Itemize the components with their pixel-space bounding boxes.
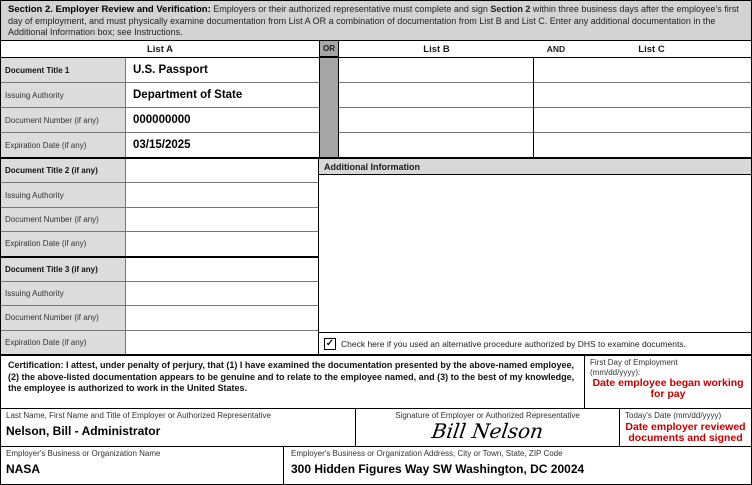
issuing-authority-3-field[interactable]: [126, 282, 318, 305]
documents-2-3-column: [1, 159, 319, 354]
first-day-label-format: (mm/dd/yyyy):: [590, 367, 641, 377]
table-row: [1, 282, 318, 306]
list-a-header: List A: [146, 43, 174, 55]
table-row: [1, 258, 318, 282]
or-divider-strip: [319, 58, 339, 157]
additional-information-section: [319, 159, 751, 354]
expiration-date-1-field[interactable]: 03/15/2025: [126, 133, 319, 157]
employer-name-label: Last Name, First Name and Title of Employer or Authorized Representative: [6, 411, 272, 420]
list-c-header: List C: [638, 43, 665, 55]
issuing-authority-3-label: Issuing Authority: [1, 282, 126, 305]
business-name-cell: [1, 447, 284, 484]
table-row: [1, 108, 319, 133]
list-c-expiration-date-field[interactable]: [534, 133, 751, 157]
issuing-authority-2-label: Issuing Authority: [1, 183, 126, 206]
expiration-date-2-label: Expiration Date (if any): [1, 232, 126, 255]
column-header-row: [1, 41, 751, 57]
expiration-date-1-label: Expiration Date (if any): [1, 133, 126, 157]
document-title-3-field[interactable]: [126, 258, 318, 281]
certification-row: [1, 356, 751, 408]
document-number-2-field[interactable]: [126, 208, 318, 231]
middle-section: [1, 159, 751, 356]
document-number-2-label: Document Number (if any): [1, 208, 126, 231]
list-c-issuing-authority-field[interactable]: [534, 83, 751, 108]
list-a-document-1: [1, 58, 319, 157]
document-number-3-field[interactable]: [126, 306, 318, 329]
list-c-document-number-field[interactable]: [534, 108, 751, 133]
business-name-label: Employer's Business or Organization Name: [6, 449, 161, 458]
or-divider-label: OR: [319, 41, 339, 57]
todays-date-label: Today's Date (mm/dd/yyyy): [625, 411, 722, 420]
issuing-authority-1-label: Issuing Authority: [1, 83, 126, 107]
and-label: AND: [546, 44, 566, 54]
document-number-1-field[interactable]: 000000000: [126, 108, 319, 132]
certification-text: [1, 356, 585, 408]
list-b-header: List B: [423, 43, 450, 55]
employer-name-cell: [1, 409, 356, 446]
list-b-column: [339, 58, 534, 157]
signature-field[interactable]: Bill Nelson: [430, 418, 545, 443]
section-title: Section 2. Employer Review and Verification:: [8, 4, 211, 15]
business-address-field[interactable]: 300 Hidden Figures Way SW Washington, DC 20024: [291, 461, 585, 476]
table-row: [1, 183, 318, 207]
document-title-1-label: Document Title 1: [1, 58, 126, 82]
issuing-authority-1-field[interactable]: Department of State: [126, 83, 319, 107]
todays-date-cell[interactable]: [620, 409, 751, 446]
section-instructions-bold: Section 2: [490, 4, 531, 14]
todays-date-hint: Date employer reviewed documents and signed: [625, 420, 746, 444]
document-title-3-label: Document Title 3 (if any): [1, 258, 126, 281]
table-row: [1, 232, 318, 255]
certification-body: I attest, under penalty of perjury, that (1) I have examined the documentation presented by the above-named employee, (2) the above-listed documentation appears to be genuine and to relate to the employee named, and (3) to the best of my knowledge, the employee is authorized to work in the United States.: [8, 360, 575, 393]
document-title-2-label: Document Title 2 (if any): [1, 159, 126, 182]
signature-row: [1, 408, 751, 446]
alternative-procedure-label: Check here if you used an alternative procedure authorized by DHS to examine documents.: [341, 338, 686, 349]
list-b-document-number-field[interactable]: [339, 108, 533, 133]
list-c-column: [534, 58, 751, 157]
document-3-group: [1, 256, 318, 355]
first-day-of-employment-cell[interactable]: [585, 356, 751, 408]
business-row: [1, 446, 751, 484]
list-b-issuing-authority-field[interactable]: [339, 83, 533, 108]
first-day-hint: Date employee began working for pay: [592, 377, 744, 400]
expiration-date-2-field[interactable]: [126, 232, 318, 255]
document-title-2-field[interactable]: [126, 159, 318, 182]
issuing-authority-2-field[interactable]: [126, 183, 318, 206]
section-header: [1, 1, 751, 41]
document-2-group: [1, 159, 318, 256]
list-b-document-title-field[interactable]: [339, 58, 533, 83]
additional-information-field[interactable]: [319, 175, 751, 332]
business-address-cell: [284, 447, 751, 484]
expiration-date-3-label: Expiration Date (if any): [1, 331, 126, 354]
expiration-date-3-field[interactable]: [126, 331, 318, 354]
document-number-3-label: Document Number (if any): [1, 306, 126, 329]
table-row: [1, 208, 318, 232]
table-row: [1, 306, 318, 330]
additional-information-header: Additional Information: [319, 159, 751, 175]
section-instructions-pre: Employers or their authorized representative must complete and sign: [210, 4, 491, 14]
document-number-1-label: Document Number (if any): [1, 108, 126, 132]
table-row: [1, 83, 319, 108]
alternative-procedure-checkbox[interactable]: ✓: [325, 337, 335, 349]
business-name-field[interactable]: NASA: [6, 461, 41, 476]
signature-cell: [356, 409, 620, 446]
document-1-table: [1, 57, 751, 159]
signature-label: Signature of Employer or Authorized Representative: [395, 411, 580, 420]
list-b-expiration-date-field[interactable]: [339, 133, 533, 157]
certification-title: Certification:: [8, 360, 64, 370]
table-row: [1, 331, 318, 354]
document-title-1-field[interactable]: U.S. Passport: [126, 58, 319, 82]
table-row: [1, 159, 318, 183]
first-day-label: First Day of Employment: [590, 358, 678, 367]
table-row: [1, 58, 319, 83]
alternative-procedure-row: [319, 332, 751, 354]
section-instructions-post: within three business days after the employee's first day of employment, and must physically examine documentation from List A OR a combination of documentation from List B and List C. Enter any additional documentation in the Additional Information box; see Instructions.: [8, 4, 739, 37]
list-c-document-title-field[interactable]: [534, 58, 751, 83]
business-address-label: Employer's Business or Organization Address, City or Town, State, ZIP Code: [291, 449, 563, 458]
table-row: [1, 133, 319, 157]
employer-name-field[interactable]: Nelson, Bill - Administrator: [6, 423, 161, 438]
